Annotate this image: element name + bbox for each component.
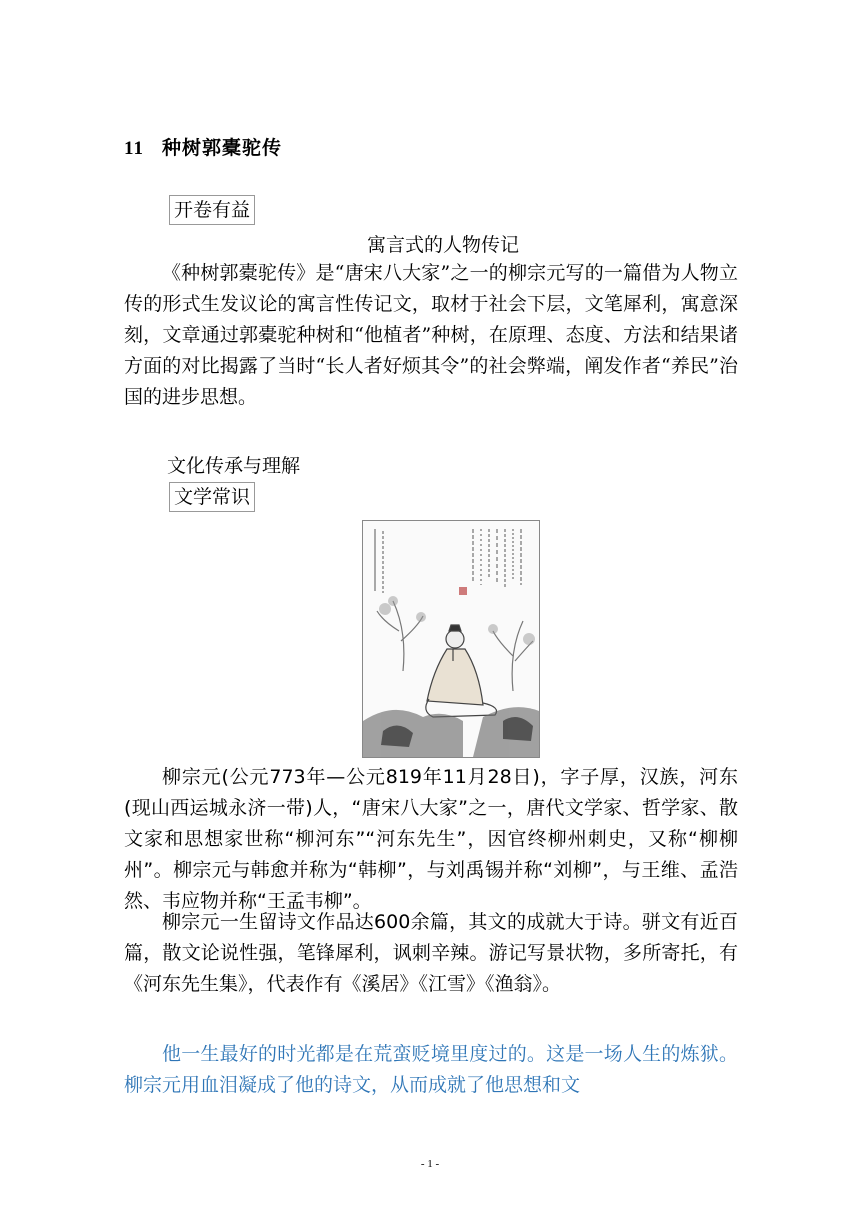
lesson-number: 11 [124,138,144,159]
section2-paragraph-works: 柳宗元一生留诗文作品达600余篇，其文的成就大于诗。骈文有近百篇，散文论说性强，笔锋犀利，讽刺辛辣。游记写景状物，多所寄托，有《河东先生集》，代表作有《溪居》《江雪》《渔翁》。 [124,911,738,995]
portrait-illustration [363,521,539,757]
lesson-name: 种树郭橐驼传 [161,137,282,159]
section1-paragraph: 《种树郭橐驼传》是“唐宋八大家”之一的柳宗元写的一篇借为人物立传的形式生发议论的寓言性传记文，取材于社会下层，文笔犀利，寓意深刻，文章通过郭橐驼种树和“他植者”种树，在原理、态度、方法和结果诸方面的对比揭露了当时“长人者好烦其令”的社会弊端，阐发作者“养民”治国的进步思想。 [124,262,738,408]
lesson-title [124,133,282,160]
section2-paragraph-blue: 他一生最好的时光都是在荒蛮贬境里度过的。这是一场人生的炼狱。柳宗元用血泪凝成了他的诗文，从而成就了他思想和文 [124,1043,738,1096]
section-label-kaijuan: 开卷有益 [169,195,255,225]
section2-paragraph-bio: 柳宗元(公元773年—公元819年11月28日)，字子厚，汉族，河东(现山西运城永济一带)人，“唐宋八大家”之一，唐代文学家、哲学家、散文家和思想家世称“柳河东”“河东先生”，因官终柳州刺史，又称“柳柳州”。柳宗元与韩愈并称为“韩柳”，与刘禹锡并称“刘柳”，与王维、孟浩然、韦应物并称“王孟韦柳”。 [124,766,738,912]
section-label-wenxue: 文学常识 [169,482,255,512]
section2-heading: 文化传承与理解 [167,455,301,477]
liu-zongyuan-portrait [362,520,540,758]
page-number: - 1 - [420,1158,440,1170]
section1-heading: 寓言式的人物传记 [367,234,520,256]
